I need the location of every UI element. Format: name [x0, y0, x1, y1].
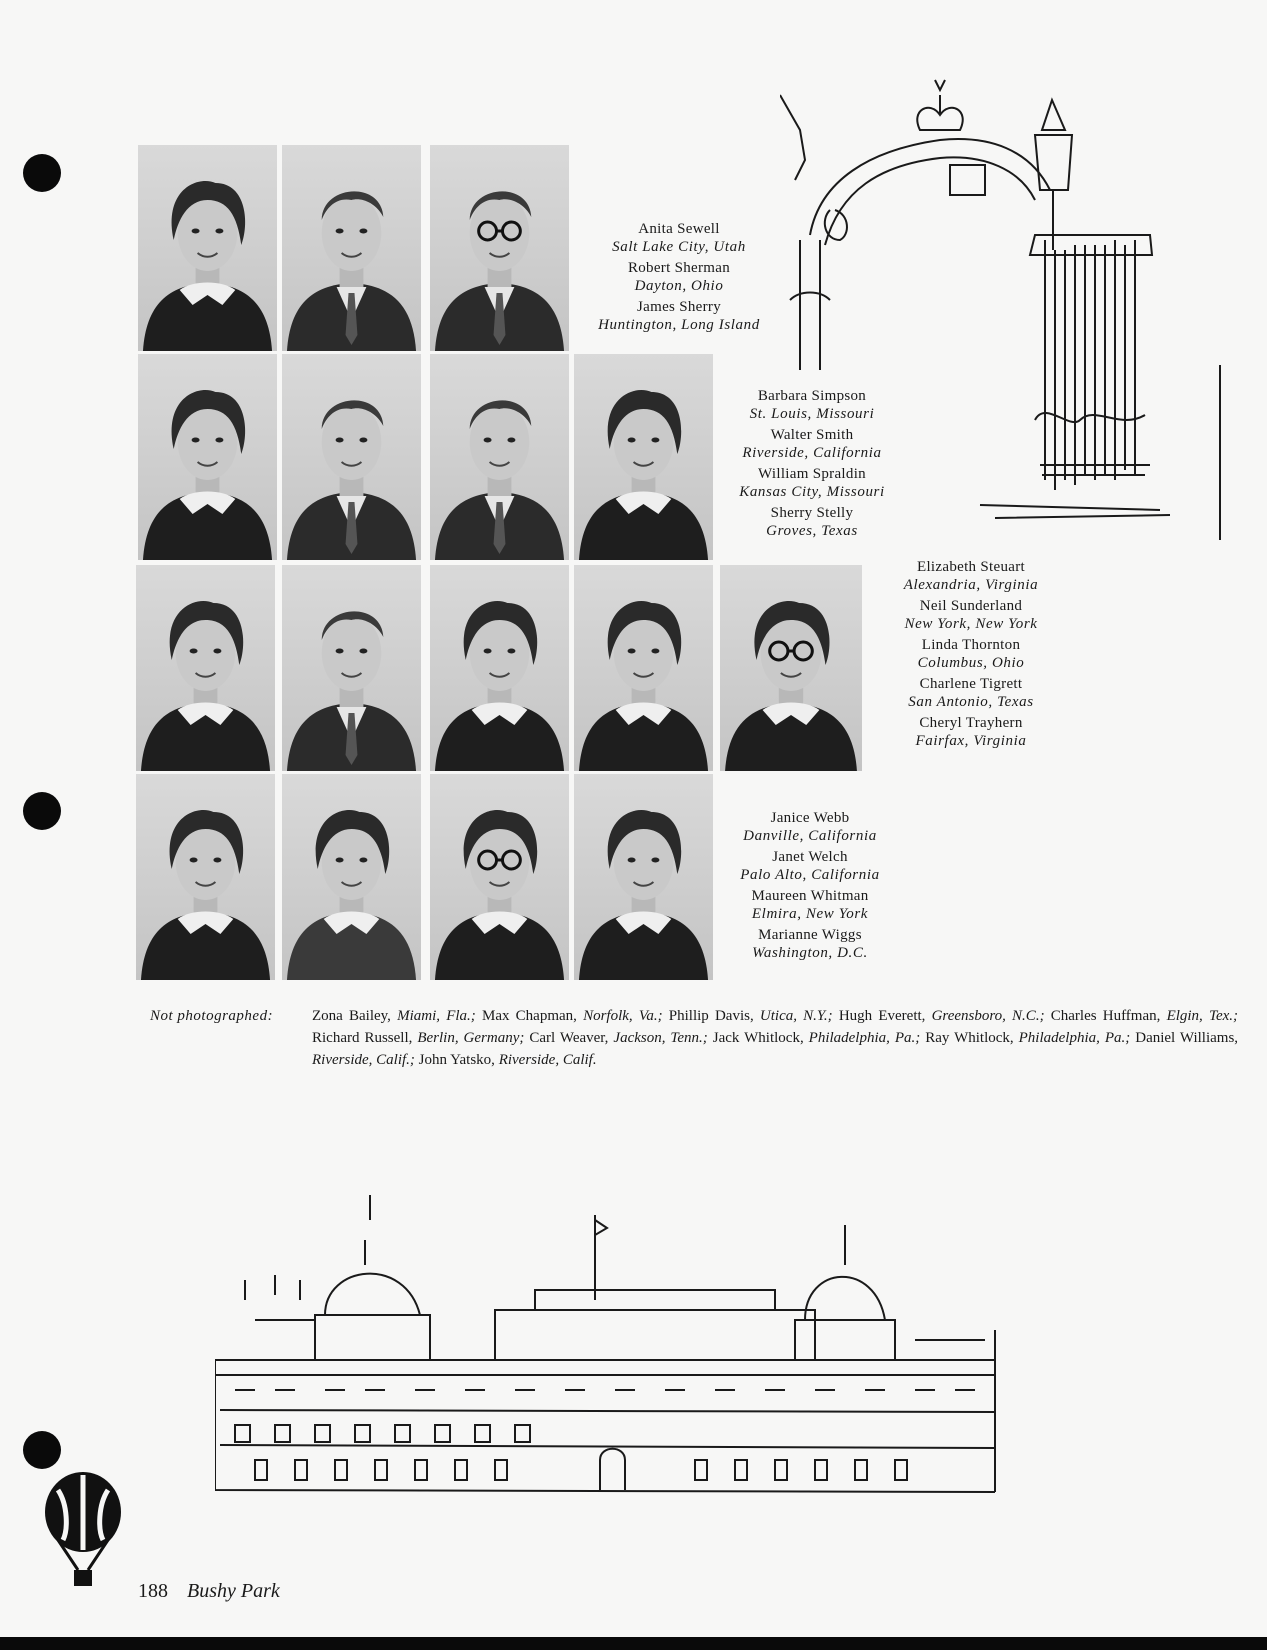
absent-student-hometown: Jackson, Tenn.; — [613, 1030, 708, 1046]
portrait-photo — [282, 774, 421, 980]
page-footer — [138, 1580, 280, 1603]
student-hometown: Columbus, Ohio — [917, 655, 1025, 671]
absent-student-hometown: Miami, Fla.; — [397, 1008, 476, 1024]
gate-lamp-sketch — [780, 70, 1230, 550]
absent-student-hometown: Elgin, Tex.; — [1166, 1008, 1239, 1024]
absent-student-hometown: Riverside, Calif.; — [312, 1052, 415, 1068]
absent-student-name: John Yatsko, — [418, 1052, 499, 1068]
student-name: Robert Sherman — [627, 260, 731, 276]
student-name: Neil Sunderland — [919, 598, 1023, 614]
student-name: Cheryl Trayhern — [919, 715, 1023, 731]
absent-student-name: Carl Weaver, — [529, 1030, 614, 1046]
student-name: Sherry Stelly — [770, 505, 854, 521]
student-hometown: Alexandria, Virginia — [903, 577, 1039, 593]
caption-group-1 — [584, 220, 774, 337]
binder-hole-top — [23, 154, 61, 192]
page-number: 188 — [138, 1580, 168, 1602]
student-name: Barbara Simpson — [757, 388, 867, 404]
student-hometown: Palo Alto, California — [740, 867, 880, 883]
absent-student-name: Charles Huffman, — [1050, 1008, 1167, 1024]
not-photographed-entries — [312, 1005, 1238, 1071]
absent-student-hometown: Norfolk, Va.; — [583, 1008, 663, 1024]
not-photographed-label: Not photographed: — [150, 1008, 274, 1024]
absent-student-hometown: Greensboro, N.C.; — [931, 1008, 1045, 1024]
student-name: Marianne Wiggs — [758, 927, 862, 943]
student-hometown: Elmira, New York — [751, 906, 869, 922]
not-photographed-list — [150, 1005, 1239, 1068]
absent-student-hometown: Riverside, Calif. — [498, 1052, 597, 1068]
portrait-photo — [282, 145, 421, 351]
caption-group-4 — [720, 809, 900, 965]
section-name: Bushy Park — [187, 1580, 280, 1602]
portrait-photo — [574, 565, 713, 771]
student-hometown: Fairfax, Virginia — [915, 733, 1027, 749]
student-name: Anita Sewell — [638, 221, 720, 237]
portrait-photo — [720, 565, 862, 771]
portrait-photo — [136, 565, 275, 771]
absent-student-hometown: Philadelphia, Pa.; — [1018, 1030, 1131, 1046]
student-hometown: New York, New York — [904, 616, 1038, 632]
portrait-photo — [574, 354, 713, 560]
student-hometown: Huntington, Long Island — [598, 317, 760, 333]
hot-air-balloon-logo — [38, 1470, 128, 1595]
student-hometown: Kansas City, Missouri — [739, 484, 885, 500]
student-name: William Spraldin — [758, 466, 866, 482]
portrait-photo — [136, 774, 275, 980]
portrait-photo — [138, 145, 277, 351]
student-hometown: Salt Lake City, Utah — [612, 239, 746, 255]
binder-hole-bottom — [23, 1431, 61, 1469]
absent-student-hometown: Philadelphia, Pa.; — [808, 1030, 921, 1046]
student-hometown: Washington, D.C. — [752, 945, 868, 961]
palace-building-sketch — [215, 1180, 1005, 1500]
student-name: Elizabeth Steuart — [917, 559, 1025, 575]
absent-student-name: Hugh Everett, — [838, 1008, 932, 1024]
absent-student-name: Zona Bailey, — [312, 1008, 398, 1024]
student-name: Maureen Whitman — [751, 888, 869, 904]
binder-hole-middle — [23, 792, 61, 830]
portrait-photo — [430, 354, 569, 560]
absent-student-name: Max Chapman, — [481, 1008, 584, 1024]
absent-student-name: Richard Russell, — [312, 1030, 418, 1046]
absent-student-name: Jack Whitlock, — [712, 1030, 809, 1046]
portrait-photo — [138, 354, 277, 560]
student-hometown: Dayton, Ohio — [634, 278, 724, 294]
portrait-photo — [282, 565, 421, 771]
student-hometown: Groves, Texas — [766, 523, 858, 539]
absent-student-hometown: Berlin, Germany; — [417, 1030, 525, 1046]
student-name: James Sherry — [637, 299, 721, 315]
portrait-photo — [430, 565, 569, 771]
portrait-photo — [430, 145, 569, 351]
portrait-photo — [574, 774, 713, 980]
student-hometown: San Antonio, Texas — [908, 694, 1034, 710]
portrait-photo — [282, 354, 421, 560]
student-name: Janice Webb — [770, 810, 850, 826]
student-hometown: Riverside, California — [742, 445, 882, 461]
absent-student-name: Daniel Williams, — [1135, 1030, 1239, 1046]
absent-student-name: Ray Whitlock, — [925, 1030, 1019, 1046]
portrait-photo — [430, 774, 569, 980]
absent-student-hometown: Utica, N.Y.; — [759, 1008, 833, 1024]
caption-group-3 — [876, 558, 1066, 753]
student-hometown: Danville, California — [743, 828, 877, 844]
student-name: Janet Welch — [772, 849, 848, 865]
scan-bottom-edge — [0, 1637, 1267, 1650]
student-name: Linda Thornton — [921, 637, 1021, 653]
absent-student-name: Phillip Davis, — [668, 1008, 760, 1024]
student-name: Charlene Tigrett — [919, 676, 1023, 692]
student-name: Walter Smith — [770, 427, 854, 443]
student-hometown: St. Louis, Missouri — [749, 406, 875, 422]
